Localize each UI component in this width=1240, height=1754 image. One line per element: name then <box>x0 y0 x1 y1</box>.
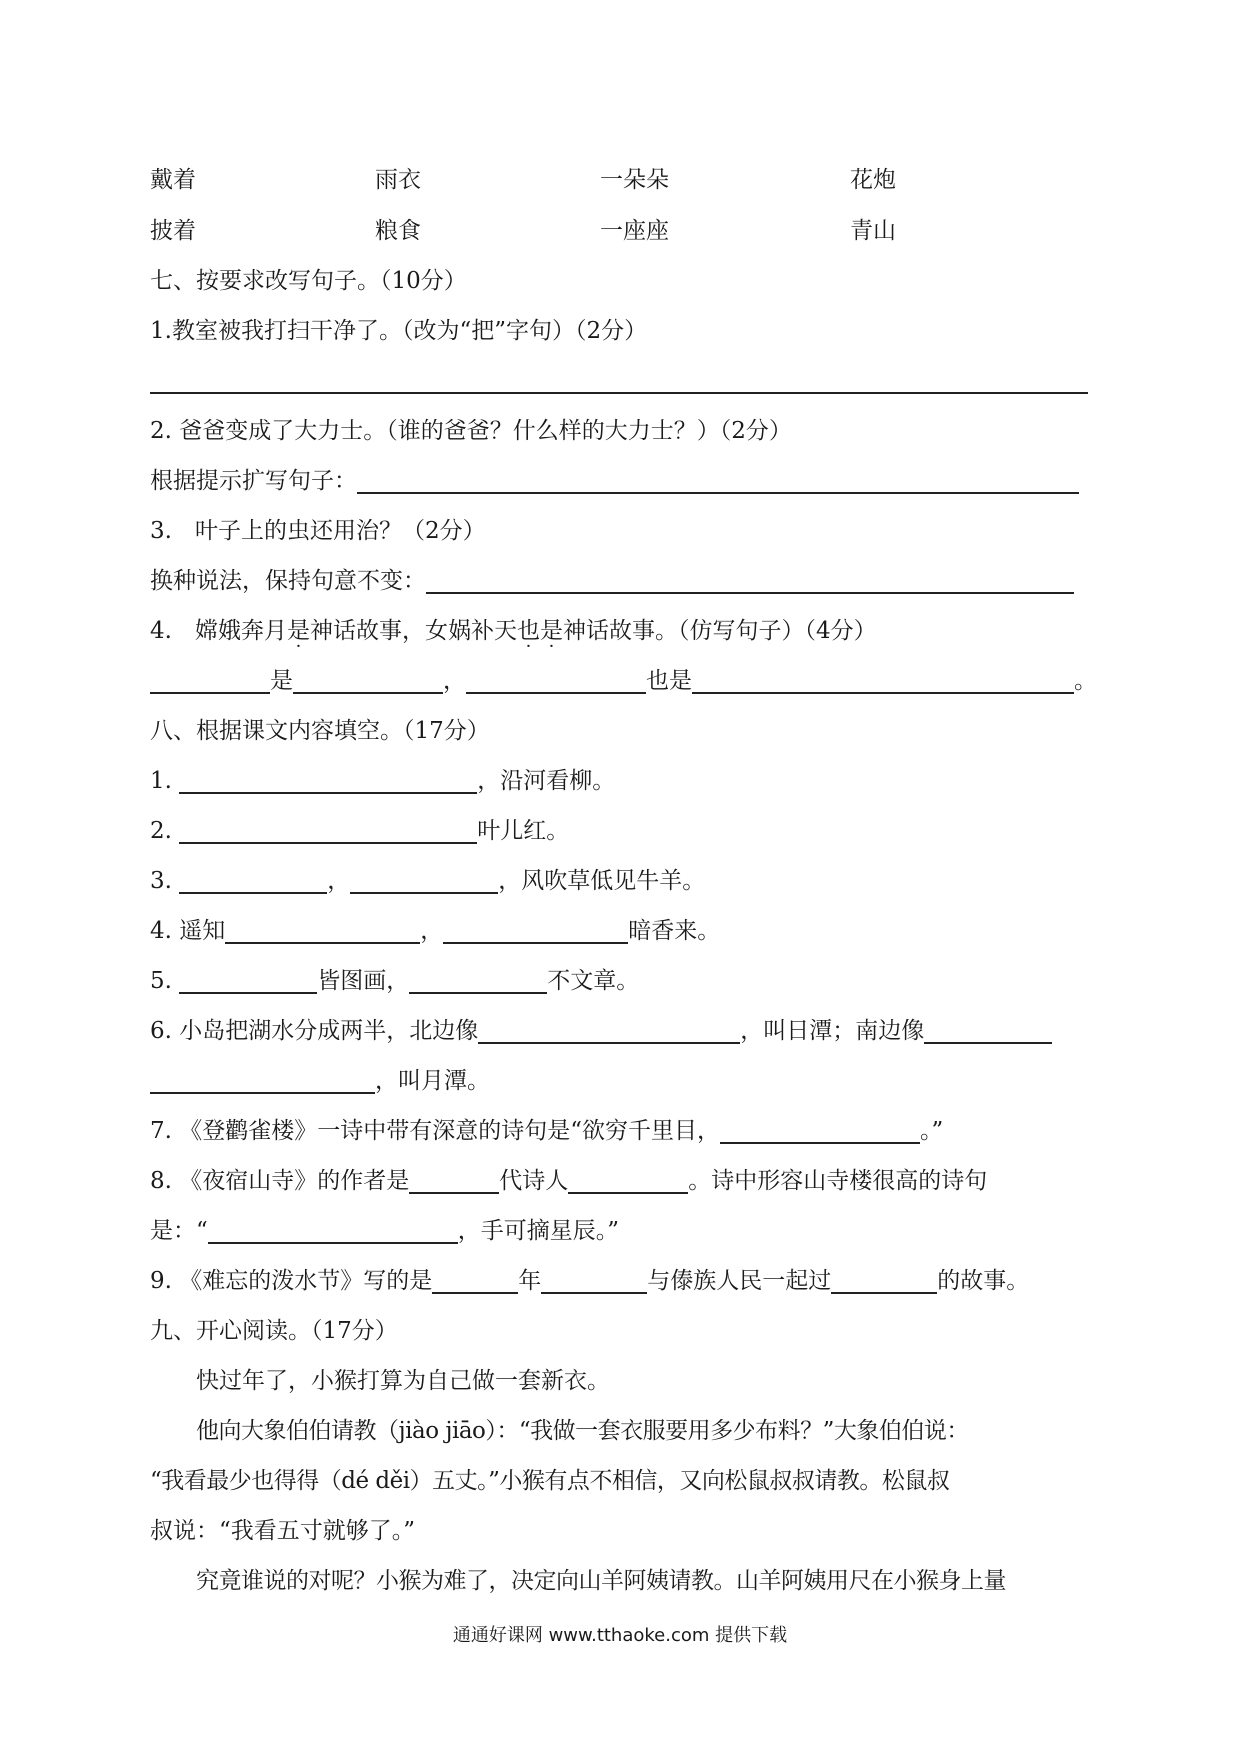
answer-blank[interactable] <box>443 914 628 944</box>
answer-blank[interactable] <box>150 1064 375 1094</box>
passage-paragraph: 他向大象伯伯请教（jiào jiāo）：“我做一套衣服要用多少布料？”大象伯伯说： <box>196 1418 969 1444</box>
answer-blank[interactable] <box>179 814 477 844</box>
item-number: 1. <box>150 768 172 794</box>
q-text: 神话故事。（仿写句子）（4分） <box>562 618 877 644</box>
answer-blank[interactable] <box>293 664 443 694</box>
question-8-3 <box>150 861 1100 901</box>
q-text: 神话故事，女娲补天 <box>309 618 517 644</box>
q-text: 。” <box>920 1118 944 1144</box>
answer-blank[interactable] <box>478 1014 740 1044</box>
answer-blank[interactable] <box>720 1114 920 1144</box>
answer-blank[interactable] <box>568 1164 688 1194</box>
section-9-title: 九、开心阅读。（17分） <box>150 1318 398 1344</box>
item-number: 3. <box>150 868 172 894</box>
question-7-3: 3. 叶子上的虫还用治？（2分） <box>150 518 486 544</box>
question-7-2-answer <box>150 461 1100 501</box>
question-8-4 <box>150 911 1100 951</box>
fill-text: ， <box>443 668 466 694</box>
page-footer: 通通好课网 www.tthaoke.com 提供下载 <box>452 1625 788 1646</box>
q-text: 是：“ <box>150 1218 208 1244</box>
question-8-2 <box>150 811 1100 851</box>
question-8-6 <box>150 1011 1100 1051</box>
q-text: 与傣族人民一起过 <box>647 1268 832 1294</box>
answer-blank[interactable] <box>409 964 547 994</box>
passage-line: 叔说：“我看五寸就够了。” <box>150 1518 416 1544</box>
question-7-1: 1.教室被我打扫干净了。（改为“把”字句）（2分） <box>150 318 648 344</box>
match-word: 青山 <box>850 218 896 244</box>
fill-text: 也是 <box>646 668 692 694</box>
q-text: 不文章。 <box>547 968 640 994</box>
answer-blank[interactable] <box>350 864 498 894</box>
passage-paragraph: 快过年了，小猴打算为自己做一套新衣。 <box>196 1368 610 1394</box>
q-text: ，叫日潭；南边像 <box>740 1018 925 1044</box>
answer-blank[interactable] <box>409 1164 499 1194</box>
q-text: ， <box>327 868 351 894</box>
answer-blank[interactable] <box>208 1214 458 1244</box>
answer-blank[interactable] <box>357 464 1079 494</box>
answer-blank[interactable] <box>541 1264 647 1294</box>
q-text: ，沿河看柳。 <box>477 768 616 794</box>
item-number: 4. 遥知 <box>150 918 226 944</box>
match-row-2 <box>150 211 1100 251</box>
q-text: ，风吹草低见牛羊。 <box>498 868 706 894</box>
q-text: ，手可摘星辰。” <box>457 1218 620 1244</box>
answer-blank[interactable] <box>426 564 1074 594</box>
question-8-1 <box>150 761 1100 801</box>
answer-blank[interactable] <box>179 864 327 894</box>
match-word: 披着 <box>150 218 196 244</box>
question-8-8-cont <box>150 1211 1100 1251</box>
q-text: 6. 小岛把湖水分成两半，北边像 <box>150 1018 479 1044</box>
answer-blank[interactable] <box>831 1264 937 1294</box>
question-7-4 <box>150 611 1100 651</box>
item-number: 5. <box>150 968 172 994</box>
q-text: ， <box>420 918 444 944</box>
question-8-9 <box>150 1261 1100 1301</box>
section-7-title: 七、按要求改写句子。（10分） <box>150 268 467 294</box>
fill-text: 。 <box>1074 668 1097 694</box>
q-text: 年 <box>518 1268 542 1294</box>
emphasis-char: 是 <box>286 618 310 644</box>
match-word: 雨衣 <box>375 167 421 193</box>
q-text: 7. 《登鹳雀楼》一诗中带有深意的诗句是“欲穷千里目， <box>150 1118 721 1144</box>
answer-blank[interactable] <box>225 914 420 944</box>
match-word: 一座座 <box>600 218 669 244</box>
match-word: 花炮 <box>850 167 896 193</box>
q-text: 代诗人 <box>499 1168 569 1194</box>
q-text: 的故事。 <box>937 1268 1030 1294</box>
answer-line[interactable] <box>150 392 1088 394</box>
section-8-title: 八、根据课文内容填空。（17分） <box>150 718 490 744</box>
q-text: 叶儿红。 <box>477 818 570 844</box>
answer-blank[interactable] <box>466 664 646 694</box>
q-text: 暗香来。 <box>628 918 721 944</box>
match-word: 一朵朵 <box>600 167 669 193</box>
fill-text: 是 <box>270 668 293 694</box>
q-text: 皆图画， <box>317 968 410 994</box>
passage-line: “我看最少也得得（dé děi）五丈。”小猴有点不相信，又向松鼠叔叔请教。松鼠叔 <box>150 1468 950 1494</box>
answer-blank[interactable] <box>692 664 1074 694</box>
emphasis-char: 是 <box>539 618 563 644</box>
answer-blank[interactable] <box>150 664 270 694</box>
question-7-3-answer <box>150 561 1100 601</box>
question-8-5 <box>150 961 1100 1001</box>
question-8-7 <box>150 1111 1100 1151</box>
match-word: 粮食 <box>375 218 421 244</box>
answer-blank[interactable] <box>432 1264 518 1294</box>
q-text: ，叫月潭。 <box>375 1068 490 1094</box>
match-word: 戴着 <box>150 167 196 193</box>
prompt-label: 换种说法，保持句意不变： <box>150 568 426 594</box>
question-8-8 <box>150 1161 1100 1201</box>
question-7-2: 2. 爸爸变成了大力士。（谁的爸爸？什么样的大力士？）（2分） <box>150 418 792 444</box>
prompt-label: 根据提示扩写句子： <box>150 468 357 494</box>
answer-blank[interactable] <box>924 1014 1052 1044</box>
q-text: 。诗中形容山寺楼很高的诗句 <box>688 1168 988 1194</box>
question-8-6-cont <box>150 1061 1100 1101</box>
q-text: 8. 《夜宿山寺》的作者是 <box>150 1168 410 1194</box>
item-number: 2. <box>150 818 172 844</box>
match-row-1 <box>150 160 1100 200</box>
emphasis-char: 也 <box>516 618 540 644</box>
passage-paragraph: 究竟谁说的对呢？小猴为难了，决定向山羊阿姨请教。山羊阿姨用尺在小猴身上量 <box>196 1568 1006 1594</box>
q-text: 9. 《难忘的泼水节》写的是 <box>150 1268 433 1294</box>
question-7-4-answer <box>150 661 1110 701</box>
answer-blank[interactable] <box>179 764 477 794</box>
answer-blank[interactable] <box>179 964 317 994</box>
q-text: 4. 嫦娥奔月 <box>150 618 287 644</box>
